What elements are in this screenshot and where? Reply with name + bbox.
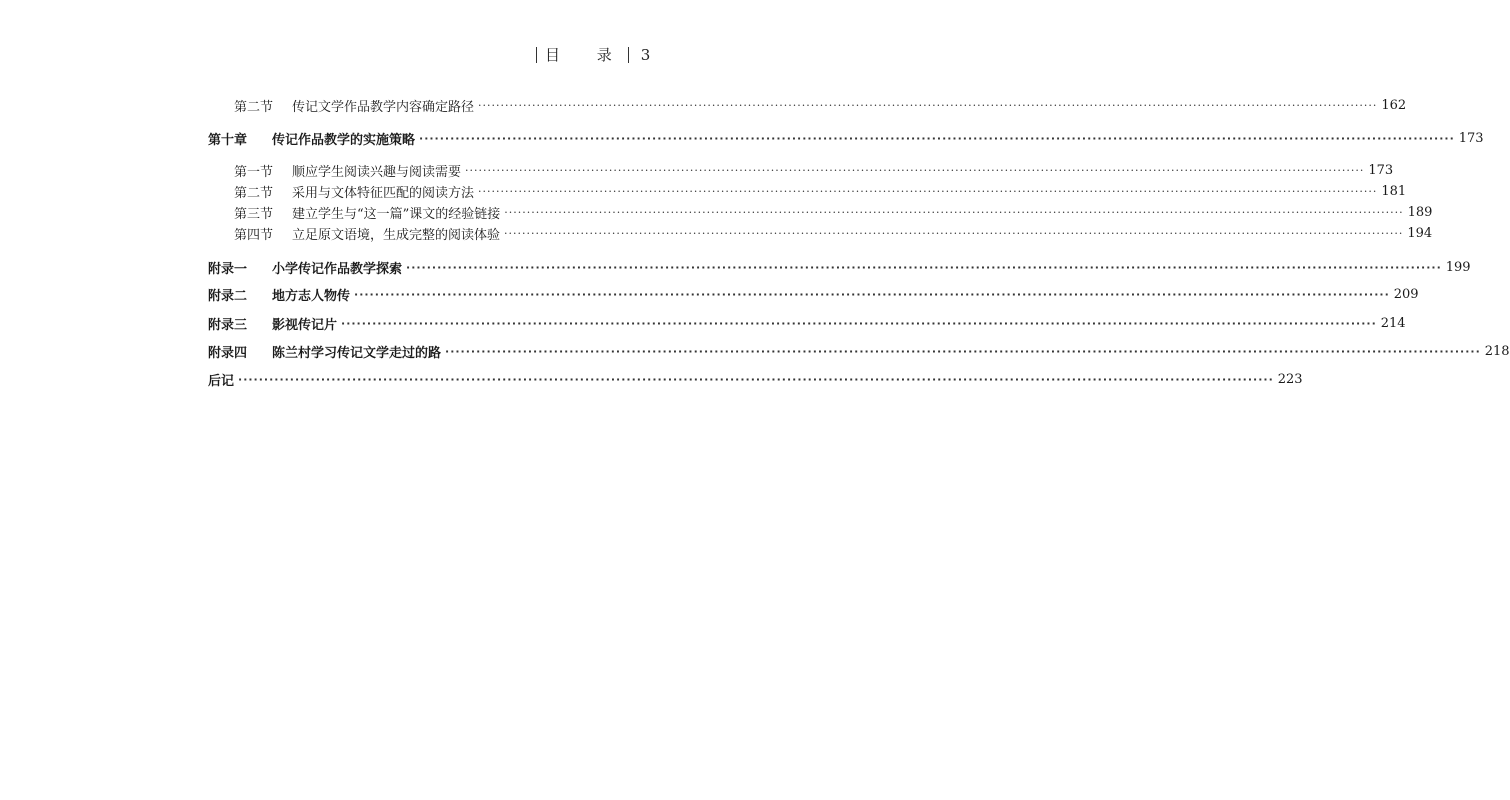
toc-chapter-row[interactable] — [208, 313, 1406, 333]
toc-section-row[interactable] — [234, 223, 1433, 243]
header-title: 目 录 — [545, 46, 628, 64]
leader-dots: ········································································································································································································ — [238, 372, 1274, 386]
toc-page-number: 162 — [1381, 97, 1407, 113]
toc-entry-title: 后记 — [208, 373, 235, 389]
leader-dots: ········································································································································································································ — [341, 316, 1377, 330]
toc-entry-label — [208, 370, 234, 389]
toc-entry-number: 第二节 — [234, 99, 274, 115]
leader-dots: ········································································································································································································ — [478, 98, 1378, 112]
toc-entry-label — [208, 314, 337, 333]
toc-page-number: 214 — [1380, 315, 1406, 331]
toc-page-number: 199 — [1445, 259, 1471, 275]
toc-entry-label — [234, 161, 461, 180]
toc-entry-label — [208, 258, 402, 277]
toc-section-row[interactable] — [234, 160, 1394, 180]
toc-page-number: 173 — [1368, 162, 1394, 178]
toc-entry-title: 陈兰村学习传记文学走过的路 — [272, 345, 442, 361]
toc-entry-number: 附录三 — [208, 317, 248, 333]
leader-dots: ········································································································································································································ — [419, 131, 1455, 145]
leader-dots: ········································································································································································································ — [465, 163, 1365, 177]
toc-section-row[interactable] — [234, 202, 1433, 222]
leader-dots: ········································································································································································································ — [504, 226, 1404, 240]
toc-chapter-row[interactable] — [208, 257, 1471, 277]
toc-entry-title: 传记文学作品教学内容确定路径 — [292, 99, 475, 115]
toc-chapter-row[interactable] — [208, 128, 1484, 148]
toc-entry-title: 传记作品教学的实施策略 — [272, 132, 416, 148]
toc-entry-title: 立足原文语境，生成完整的阅读体验 — [292, 227, 501, 243]
toc-entry-label — [208, 129, 415, 148]
toc-entry-number: 第四节 — [234, 227, 274, 243]
toc-entry-number: 第二节 — [234, 185, 274, 201]
toc-section-row[interactable] — [234, 181, 1407, 201]
toc-entry-title: 建立学生与“这一篇”课文的经验链接 — [292, 206, 501, 222]
toc-entry-number: 第三节 — [234, 206, 274, 222]
toc-entry-number: 附录一 — [208, 261, 248, 277]
toc-page-number: 173 — [1458, 130, 1484, 146]
toc-page-number: 218 — [1484, 343, 1510, 359]
header-page-number: 3 — [640, 45, 651, 64]
toc-page-number: 189 — [1407, 204, 1433, 220]
toc-page-number: 223 — [1277, 371, 1303, 387]
toc-entry-label — [208, 342, 441, 361]
toc-entry-title: 顺应学生阅读兴趣与阅读需要 — [292, 164, 462, 180]
toc-entry-number: 第十章 — [208, 132, 248, 148]
toc-section-row[interactable] — [234, 95, 1407, 115]
toc-entry-label — [208, 285, 350, 304]
toc-entry-label — [234, 182, 474, 201]
leader-dots: ········································································································································································································ — [354, 287, 1390, 301]
leader-dots: ········································································································································································································ — [504, 205, 1404, 219]
toc-entry-title: 影视传记片 — [272, 317, 338, 333]
toc-entry-number: 附录二 — [208, 288, 248, 304]
toc-entry-label — [234, 224, 500, 243]
toc-chapter-row[interactable] — [208, 341, 1510, 361]
toc-entry-title: 采用与文体特征匹配的阅读方法 — [292, 185, 475, 201]
toc-chapter-row[interactable] — [208, 369, 1303, 389]
toc-entry-number: 附录四 — [208, 345, 248, 361]
leader-dots: ········································································································································································································ — [406, 260, 1442, 274]
leader-dots: ········································································································································································································ — [478, 184, 1378, 198]
toc-entry-number: 第一节 — [234, 164, 274, 180]
leader-dots: ········································································································································································································ — [445, 344, 1481, 358]
toc-page-number: 209 — [1393, 286, 1419, 302]
toc-entry-title: 小学传记作品教学探索 — [272, 261, 403, 277]
toc-page-number: 181 — [1381, 183, 1407, 199]
toc-entry-title: 地方志人物传 — [272, 288, 351, 304]
toc-entry-label — [234, 203, 500, 222]
toc-page-number: 194 — [1407, 225, 1433, 241]
toc-chapter-row[interactable] — [208, 284, 1419, 304]
toc-entry-label — [234, 96, 474, 115]
